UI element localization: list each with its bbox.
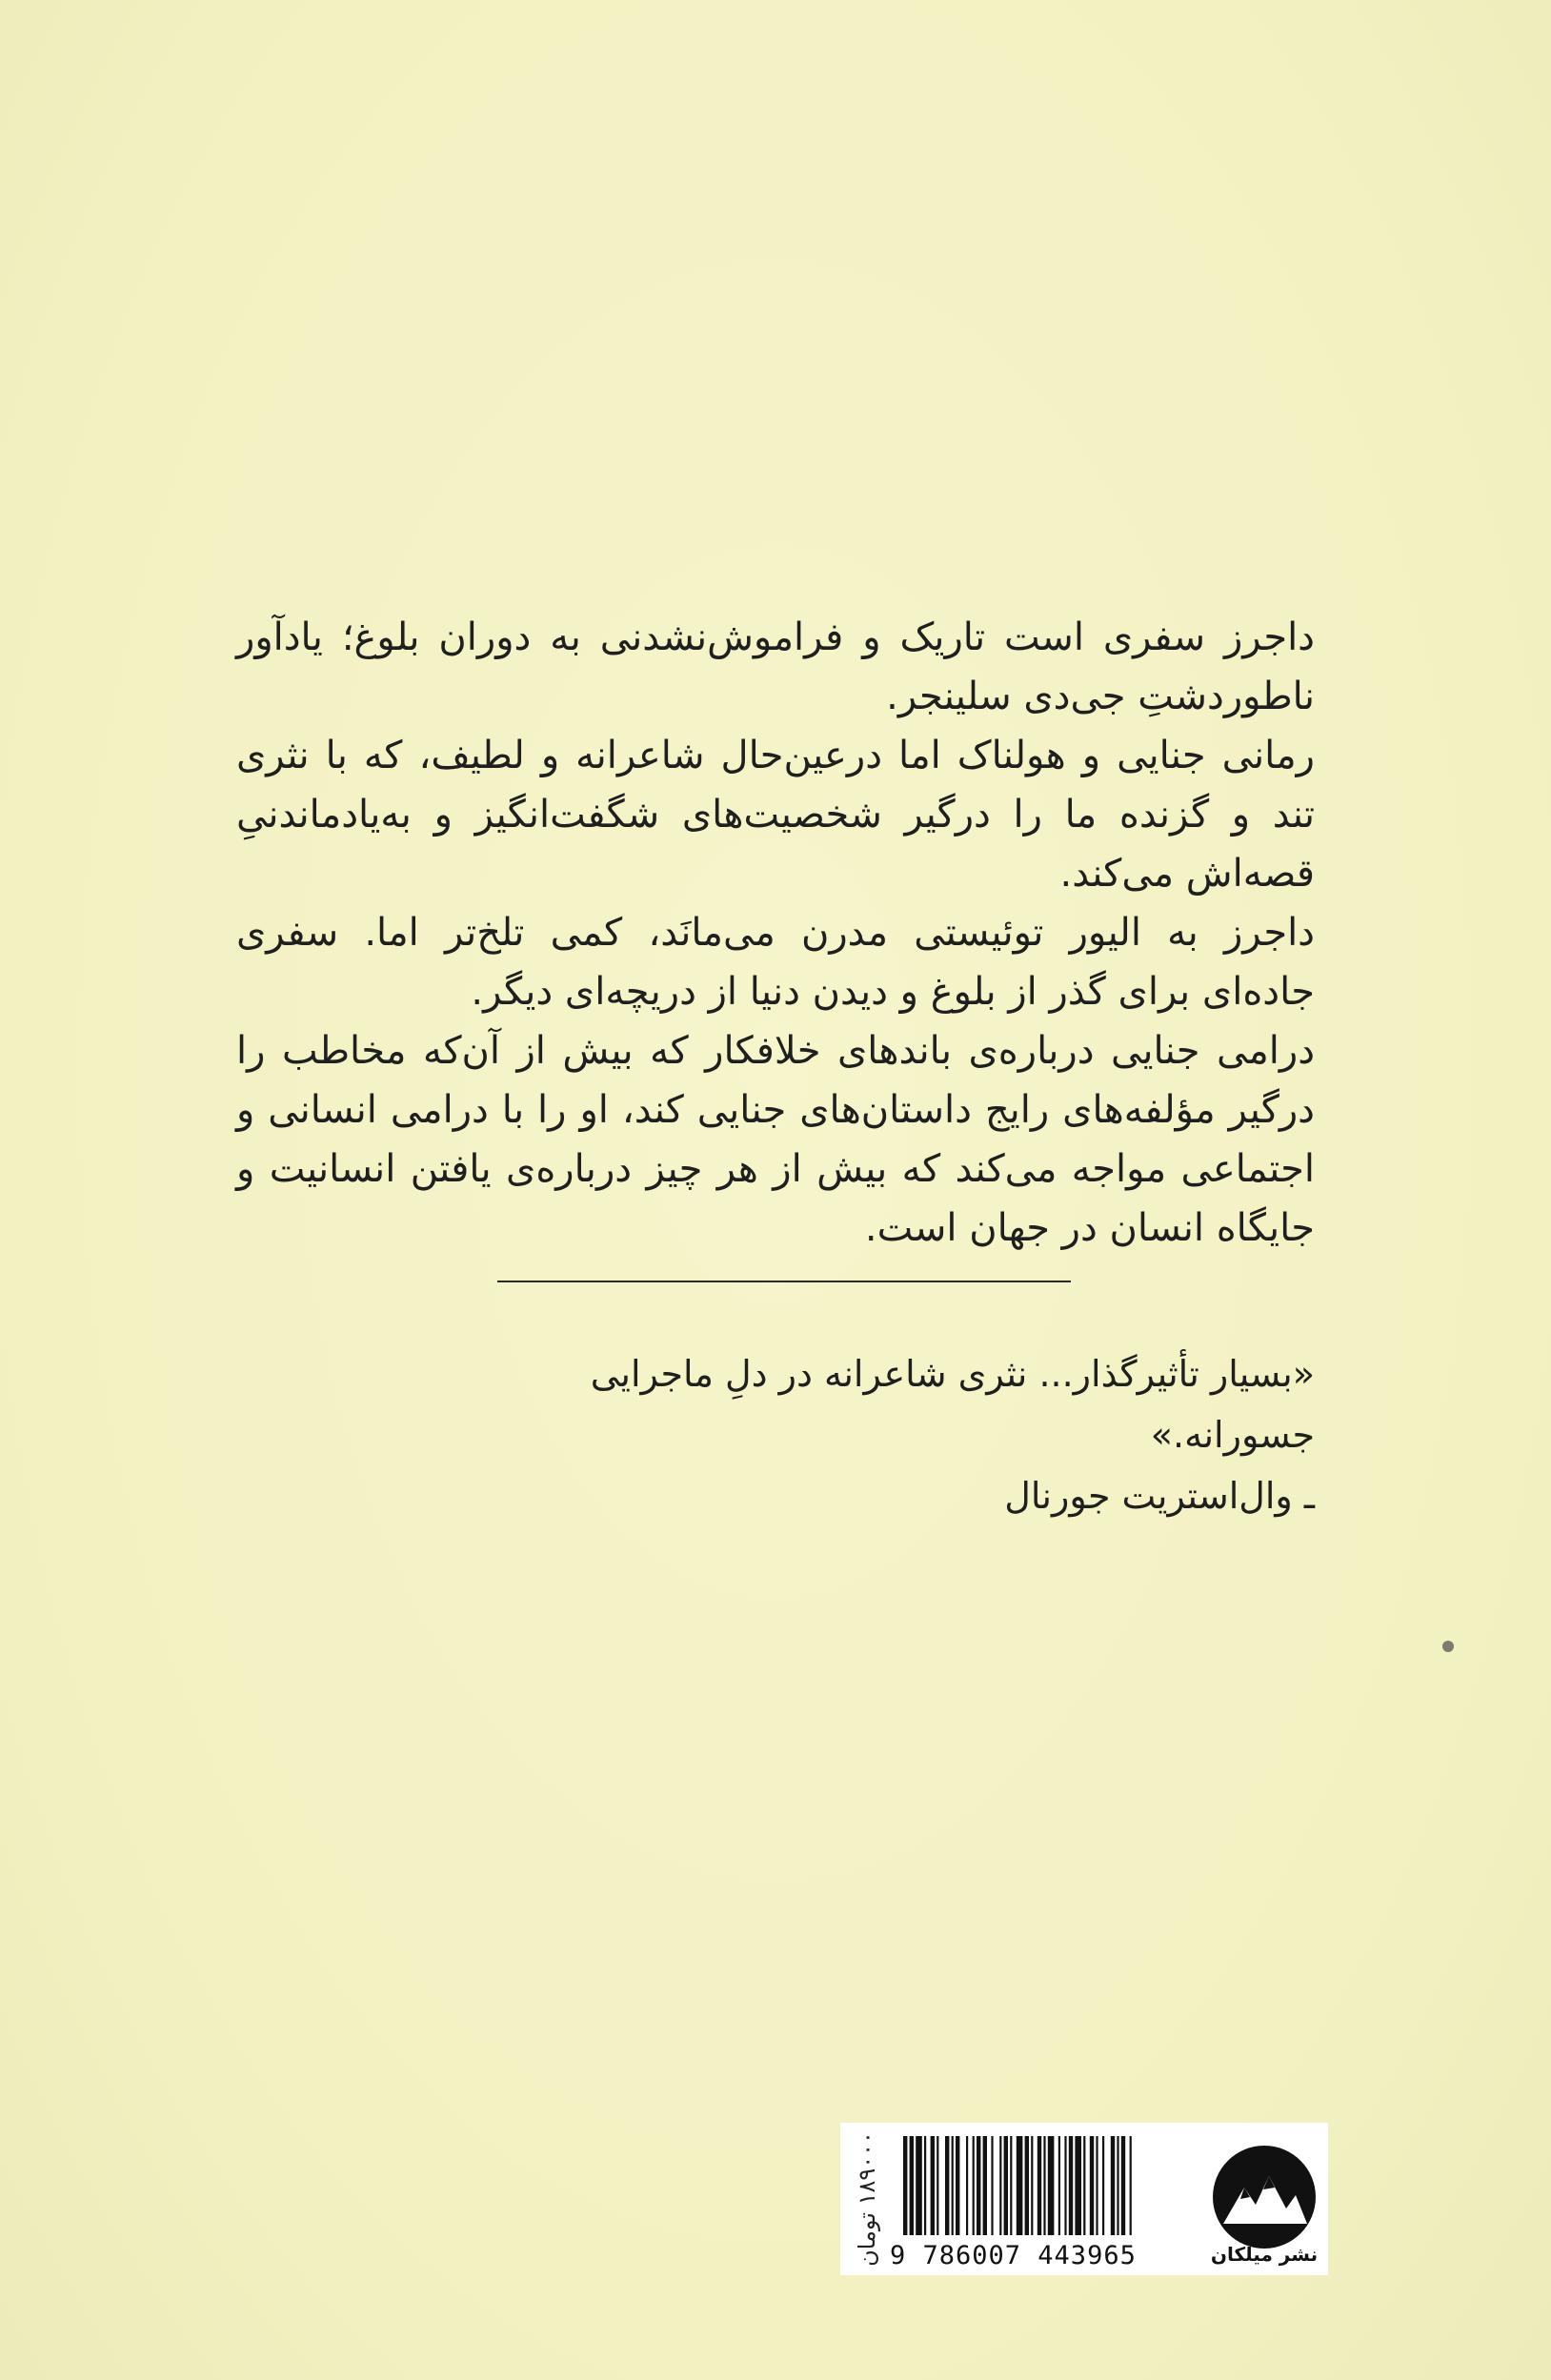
publisher-name: نشر میلکان [1210,2243,1319,2266]
divider-line [497,1281,1071,1282]
barcode-bars [903,2136,1195,2235]
isbn-number: 9 786007 443965 [890,2241,1137,2270]
barcode-label [840,2123,1328,2275]
price-label [840,2123,894,2275]
blurb-paragraph-3: داجرز به الیور توئیستی مدرن می‌مانَد، کمی تلخ‌تر اما. سفری جاده‌ای برای گذر از بلوغ و دیدن دنیا از دریچه‌ای دیگر. [236,911,1315,1014]
review-quote [572,1343,1315,1526]
price-text: ۱۸۹۰۰۰ تومان [854,2131,880,2267]
blurb-paragraph-2: رمانی جنایی و هولناک اما درعین‌حال شاعرانه و لطیف، که با نثری تند و گزنده ما را درگیر شخصیت‌های شگفت‌انگیز و به‌یادماندنیِ قصه‌اش می‌کند. [236,734,1315,896]
blurb-paragraph-4: درامی جنایی درباره‌ی باندهای خلافکار که بیش از آن‌که مخاطب را درگیر مؤلفه‌های رایج داستان‌های جنایی کند، او را با درامی انسانی و اجتماعی مواجه می‌کند که بیش از هر چیز درباره‌ی یافتن انسانیت و جایگاه انسان در جهان است. [236,1029,1315,1250]
quote-text: «بسیار تأثیرگذار... نثری شاعرانه در دلِ ماجرایی جسورانه.» [590,1353,1315,1456]
blurb-text [236,608,1315,1258]
speck [1442,1641,1454,1652]
blurb-paragraph-1: داجرز سفری است تاریک و فراموش‌نشدنی به دوران بلوغ؛ یادآور ناطوردشتِ جی‌دی سلینجر. [236,615,1315,718]
quote-source: ـ وال‌استریت جورنال [1004,1475,1315,1517]
